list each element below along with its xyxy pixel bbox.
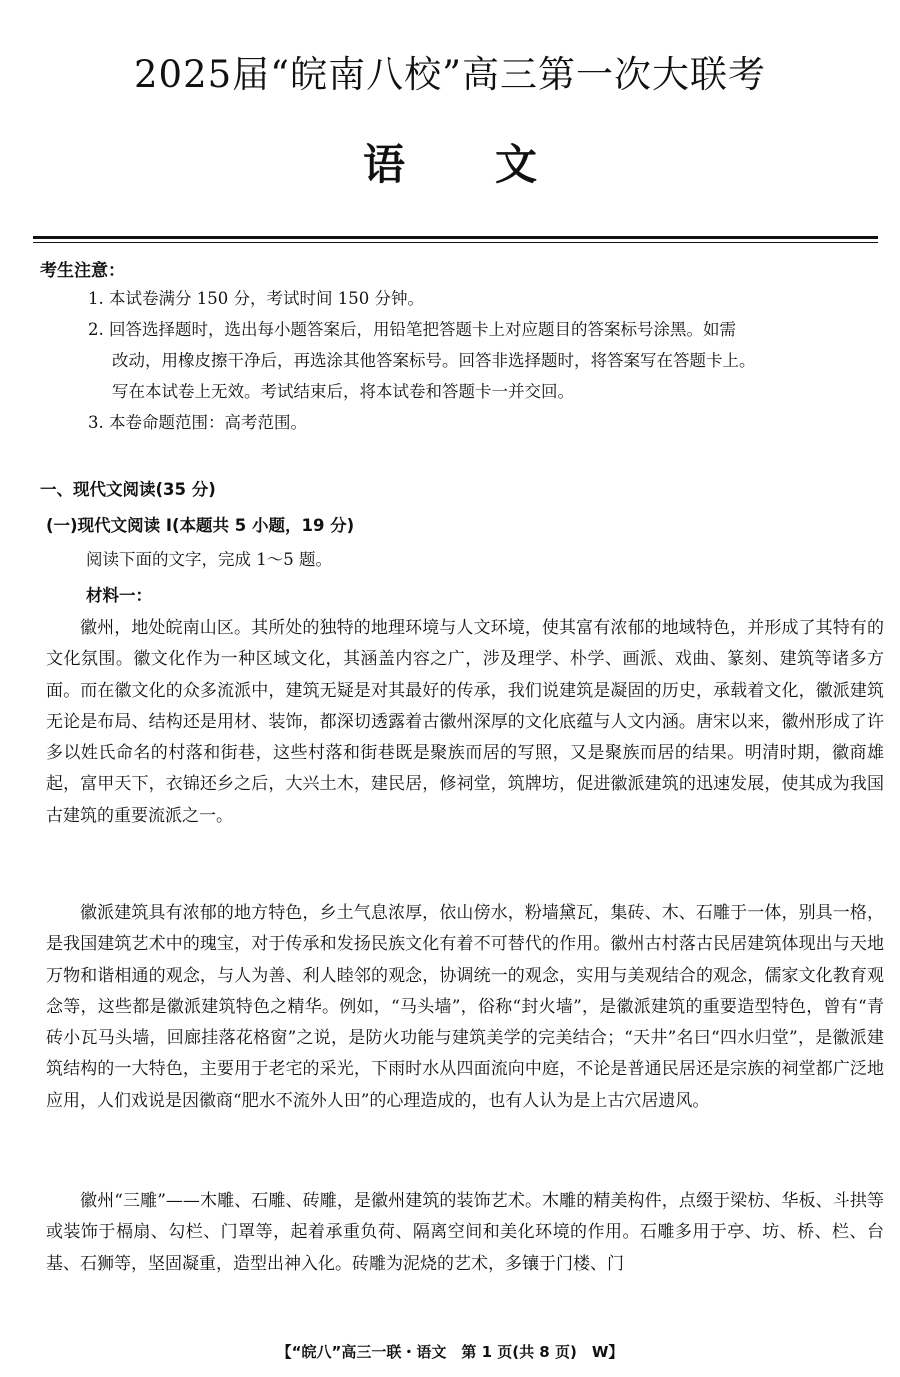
- paragraph-2: 徽派建筑具有浓郁的地方特色，乡土气息浓厚，依山傍水，粉墙黛瓦，集砖、木、石雕于一体，别具一格，是我国建筑艺术中的瑰宝，对于传承和发扬民族文化有着不可替代的作用。徽州古村落古民居建筑体现出与天地万物和谐相通的观念，与人为善、利人睦邻的观念，协调统一的观念，实用与美观结合的观念，儒家文化教育观念等，这些都是徽派建筑特色之精华。例如，“马头墙”，俗称“封火墙”，是徽派建筑的重要造型特色，曾有“青砖小瓦马头墙，回廊挂落花格窗”之说，是防火功能与建筑美学的完美结合；“天井”名曰“四水归堂”，是徽派建筑结构的一大特色，主要用于老宅的采光，下雨时水从四面流向中庭，不论是普通民居还是宗族的祠堂都广泛地应用，人们戏说是因徽商“肥水不流外人田”的心理造成的，也有人认为是上古穴居遗风。: [46, 903, 884, 1111]
- material-label: 材料一：: [86, 586, 152, 605]
- notice-item-1: 1. 本试卷满分 150 分，考试时间 150 分钟。: [88, 289, 424, 308]
- notice-item-2: 2. 回答选择题时，选出每小题答案后，用铅笔把答题卡上对应题目的答案标号涂黑。如需: [88, 320, 736, 339]
- notice-item-2-cont-2: 写在本试卷上无效。考试结束后，将本试卷和答题卡一并交回。: [112, 382, 574, 401]
- paragraph-3: 徽州“三雕”——木雕、石雕、砖雕，是徽州建筑的装饰艺术。木雕的精美构件，点缀于梁枋、华板、斗拱等或装饰于槅扇、勾栏、门罩等，起着承重负荷、隔离空间和美化环境的作用。石雕多用于亭、坊、桥、栏、台基、石狮等，坚固凝重，造型出神入化。砖雕为泥烧的艺术，多镶于门楼、门: [46, 1191, 884, 1274]
- exam-title: 2025届“皖南八校”高三第一次大联考: [134, 53, 766, 96]
- header-divider-thin: [33, 242, 878, 243]
- subject-title: 语文: [362, 140, 627, 189]
- notice-item-2-cont-1: 改动，用橡皮擦干净后，再选涂其他答案标号。回答非选择题时，将答案写在答题卡上。: [112, 351, 756, 370]
- paragraph-1: 徽州，地处皖南山区。其所处的独特的地理环境与人文环境，使其富有浓郁的地域特色，并形成了其特有的文化氛围。徽文化作为一种区域文化，其涵盖内容之广，涉及理学、朴学、画派、戏曲、篆刻、建筑等诸多方面。而在徽文化的众多流派中，建筑无疑是对其最好的传承，我们说建筑是凝固的历史，承载着文化，徽派建筑无论是布局、结构还是用材、装饰，都深切透露着古徽州深厚的文化底蕴与人文内涵。唐宋以来，徽州形成了许多以姓氏命名的村落和街巷，这些村落和街巷既是聚族而居的写照，又是聚族而居的结果。明清时期，徽商雄起，富甲天下，衣锦还乡之后，大兴土木，建民居，修祠堂，筑牌坊，促进徽派建筑的迅速发展，使其成为我国古建筑的重要流派之一。: [46, 618, 884, 826]
- page-footer: 【“皖八”高三一联・语文 第 1 页(共 8 页) W】: [276, 1343, 624, 1361]
- notice-heading: 考生注意：: [40, 261, 125, 281]
- section-subheading: (一)现代文阅读 Ⅰ(本题共 5 小题，19 分): [46, 516, 355, 535]
- section-heading: 一、现代文阅读(35 分): [40, 480, 216, 499]
- notice-item-3: 3. 本卷命题范围：高考范围。: [88, 413, 307, 432]
- header-divider-thick: [33, 236, 878, 239]
- reading-instruction: 阅读下面的文字，完成 1～5 题。: [86, 550, 332, 569]
